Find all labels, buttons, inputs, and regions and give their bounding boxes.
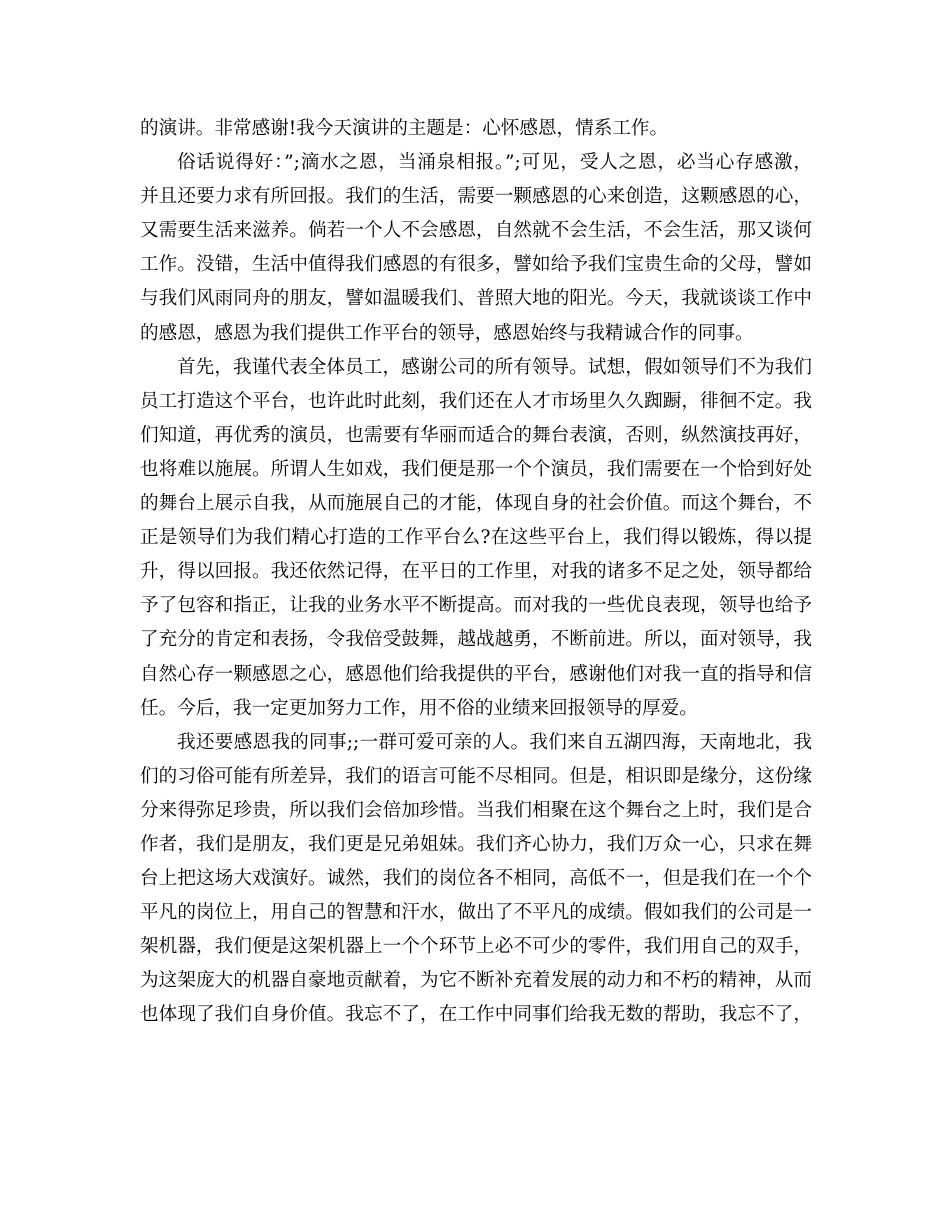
text-line: 的感恩，感恩为我们提供工作平台的领导，感恩始终与我精诚合作的同事。: [140, 322, 754, 344]
text-line: 与我们风雨同舟的朋友，譬如温暖我们、普照大地的阳光。今天，我就谈谈工作中: [140, 288, 812, 310]
text-line: 又需要生活来滋养。倘若一个人不会感恩，自然就不会生活，不会生活，那又谈何: [140, 220, 812, 242]
text-line: 也将难以施展。所谓人生如戏，我们便是那一个个演员，我们需要在一个恰到好处: [140, 458, 812, 480]
text-line: 了充分的肯定和表扬，令我倍受鼓舞，越战越勇，不断前进。所以，面对领导，我: [140, 629, 812, 651]
text-line: 俗话说得好：”;滴水之恩，当涌泉相报。”;可见，受人之恩，必当心存感激，: [177, 152, 812, 174]
text-line: 也体现了我们自身价值。我忘不了，在工作中同事们给我无数的帮助，我忘不了，: [140, 1004, 812, 1026]
text-line: 正是领导们为我们精心打造的工作平台么?在这些平台上，我们得以锻炼，得以提: [140, 527, 812, 549]
text-line: 作者，我们是朋友，我们更是兄弟姐妹。我们齐心协力，我们万众一心，只求在舞: [140, 833, 812, 855]
text-line: 自然心存一颗感恩之心，感恩他们给我提供的平台，感谢他们对我一直的指导和信: [140, 663, 812, 685]
text-line: 升，得以回报。我还依然记得，在平日的工作里，对我的诸多不足之处，领导都给: [140, 561, 812, 583]
text-line: 的舞台上展示自我，从而施展自己的才能，体现自身的社会价值。而这个舞台，不: [140, 493, 812, 515]
text-line: 予了包容和指正，让我的业务水平不断提高。而对我的一些优良表现，领导也给予: [140, 595, 812, 617]
text-line: 台上把这场大戏演好。诚然，我们的岗位各不相同，高低不一，但是我们在一个个: [140, 868, 812, 890]
text-line: 首先，我谨代表全体员工，感谢公司的所有领导。试想，假如领导们不为我们: [177, 356, 812, 378]
text-line: 为这架庞大的机器自豪地贡献着，为它不断补充着发展的动力和不朽的精神，从而: [140, 970, 812, 992]
text-line: 的演讲。非常感谢!我今天演讲的主题是：心怀感恩，情系工作。: [140, 118, 669, 139]
text-line: 分来得弥足珍贵，所以我们会倍加珍惜。当我们相聚在这个舞台之上时，我们是合: [140, 799, 812, 821]
text-line: 平凡的岗位上，用自己的智慧和汗水，做出了不平凡的成绩。假如我们的公司是一: [140, 902, 812, 924]
text-line: 任。今后，我一定更加努力工作，用不俗的业绩来回报领导的厚爱。: [140, 697, 698, 719]
text-line: 架机器，我们便是这架机器上一个个环节上必不可少的零件，我们用自己的双手，: [140, 936, 812, 958]
text-line: 我还要感恩我的同事;;一群可爱可亲的人。我们来自五湖四海，天南地北，我: [177, 731, 812, 753]
text-line: 们知道，再优秀的演员，也需要有华丽而适合的舞台表演，否则，纵然演技再好，: [140, 424, 812, 446]
text-line: 工作。没错，生活中值得我们感恩的有很多，譬如给予我们宝贵生命的父母，譬如: [140, 254, 812, 276]
document-body: [140, 112, 812, 1033]
text-line: 们的习俗可能有所差异，我们的语言可能不尽相同。但是，相识即是缘分，这份缘: [140, 765, 812, 787]
text-line: 并且还要力求有所回报。我们的生活，需要一颗感恩的心来创造，这颗感恩的心，: [140, 186, 812, 208]
text-line: 员工打造这个平台，也许此时此刻，我们还在人才市场里久久踟蹰，徘徊不定。我: [140, 390, 812, 412]
